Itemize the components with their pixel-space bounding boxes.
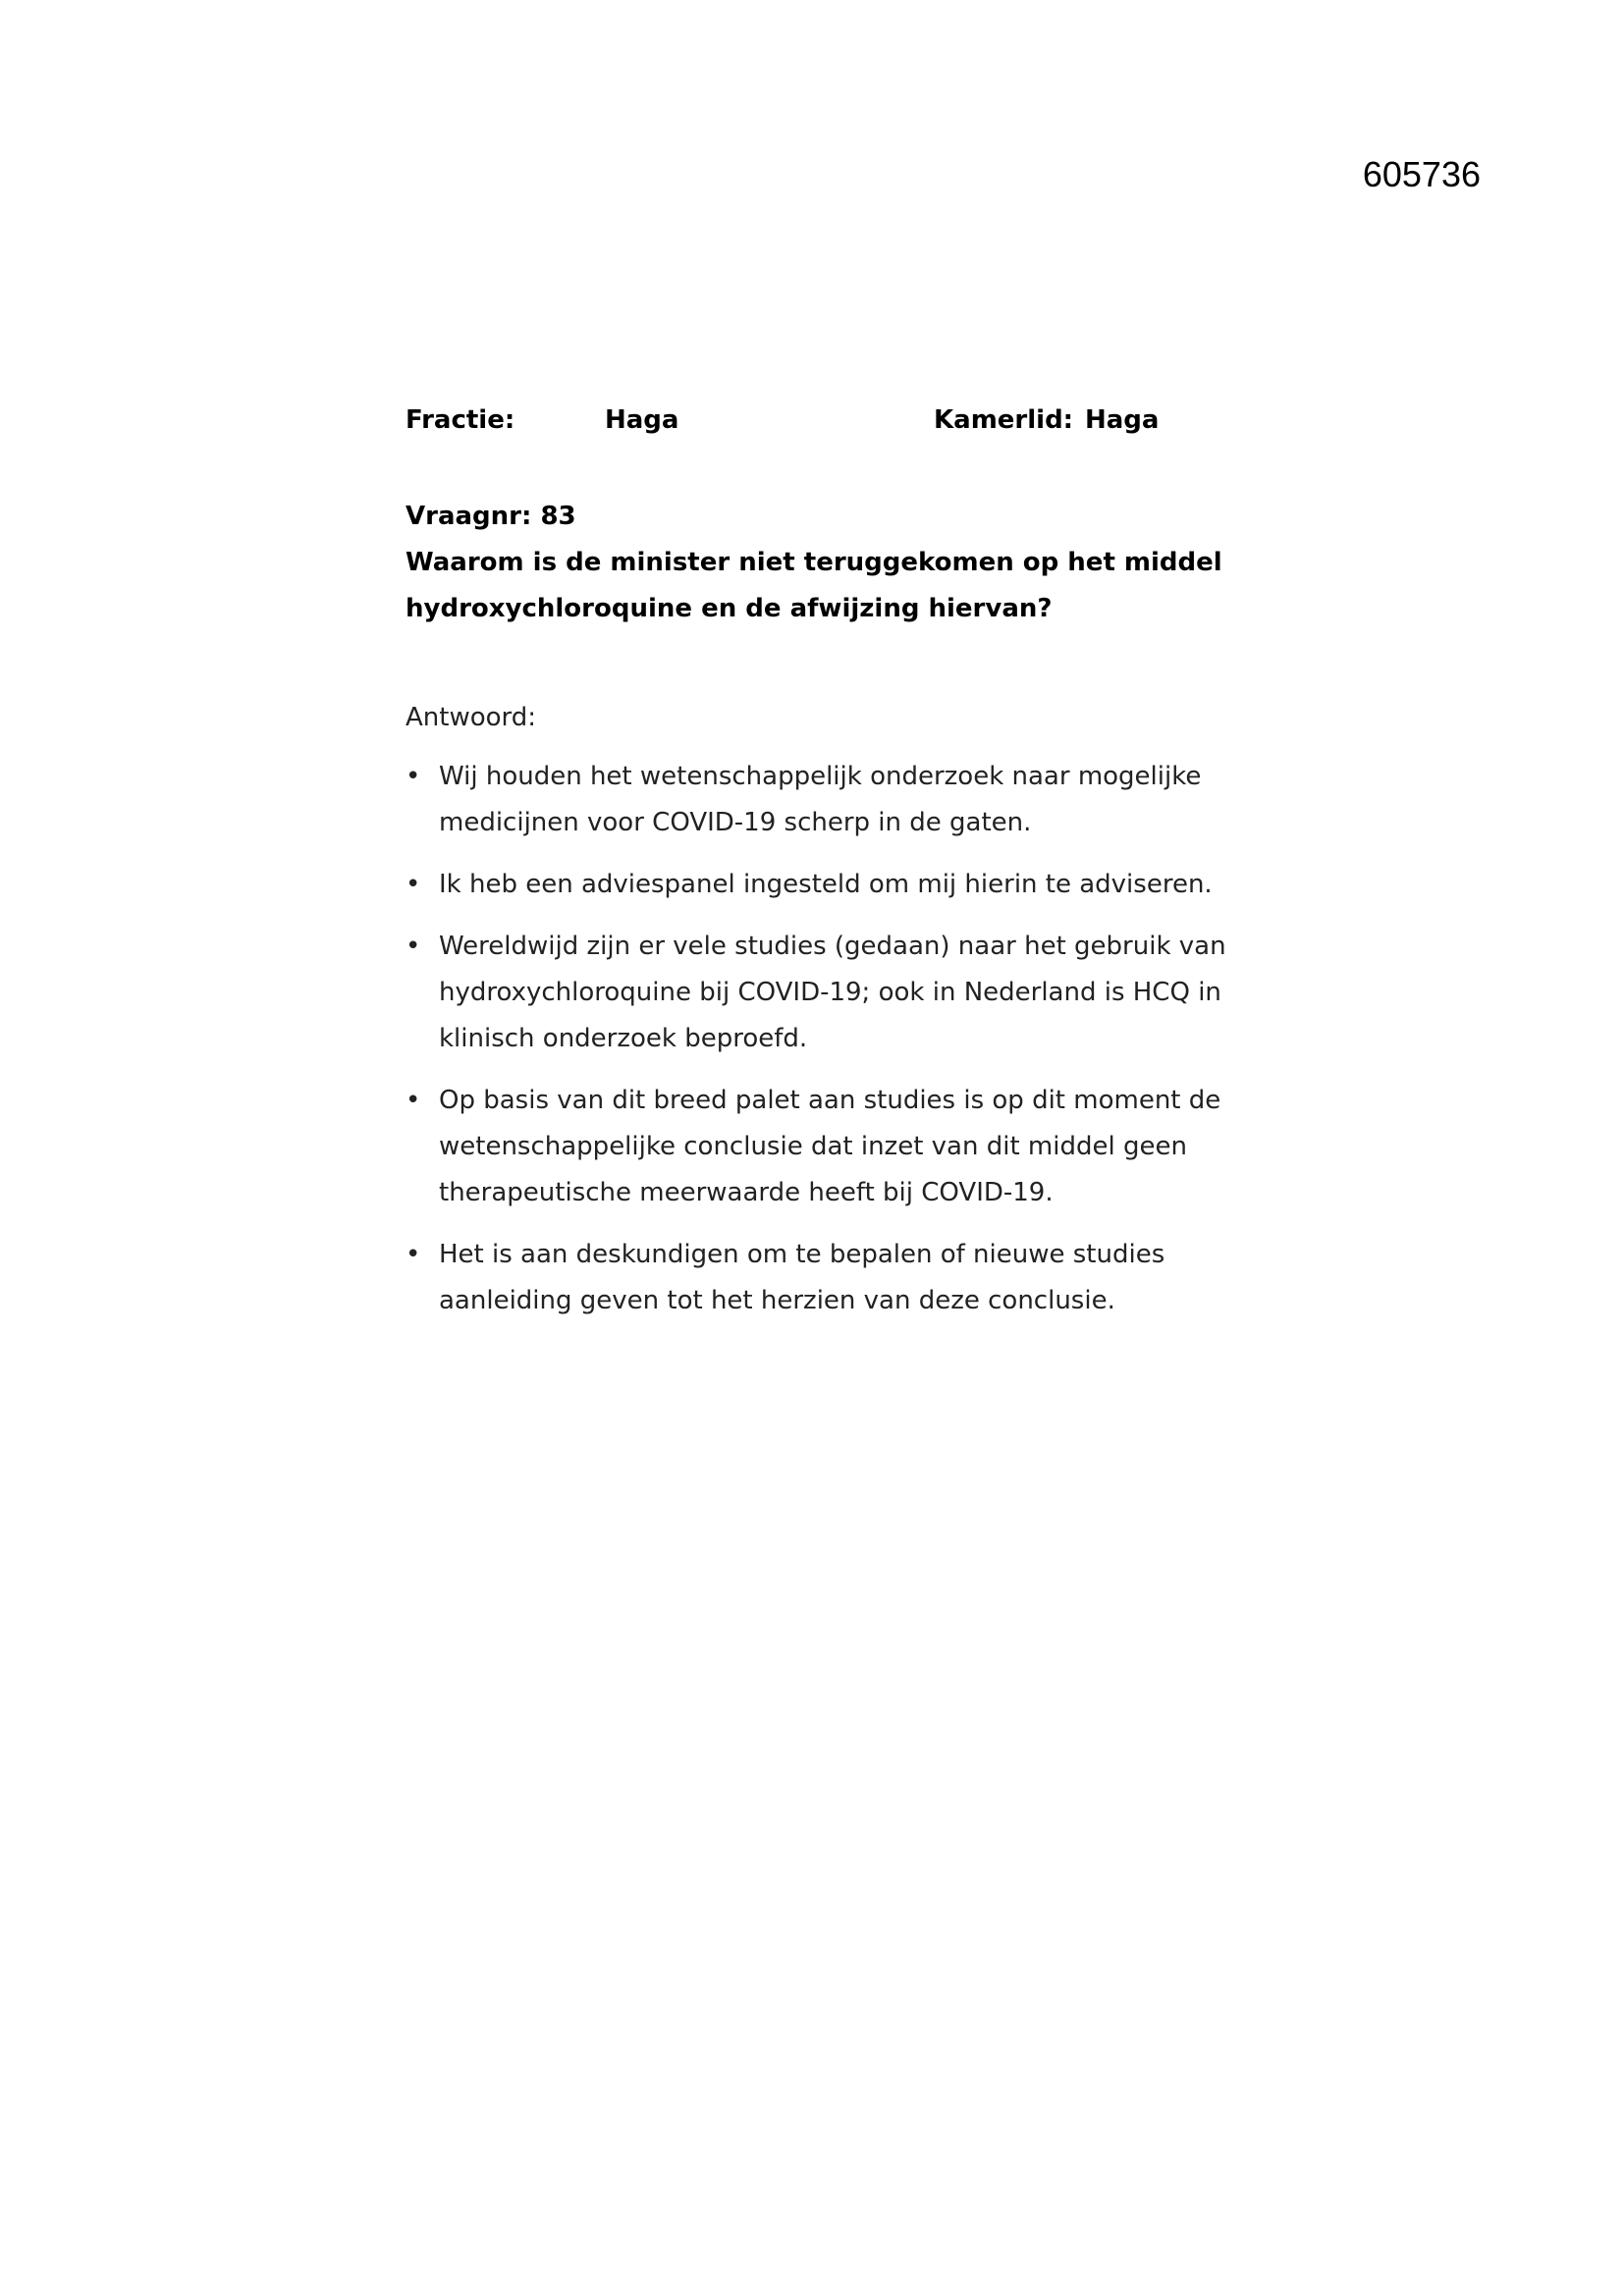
bullet-icon: •: [406, 932, 421, 961]
answer-list: [406, 754, 1270, 1340]
kamerlid-value: Haga: [1085, 405, 1160, 435]
answer-label: Antwoord:: [406, 703, 537, 732]
question-text: Waarom is de minister niet teruggekomen op het middel hydroxychloroquine en de afwijzing hiervan?: [406, 548, 1222, 623]
document-number: 605736: [1362, 154, 1481, 194]
answer-item: [406, 1232, 1270, 1324]
answer-item-text: Ik heb een adviespanel ingesteld om mij hierin te adviseren.: [439, 870, 1213, 899]
question-number-row: [406, 494, 1270, 540]
bullet-icon: •: [406, 762, 421, 791]
meta-row: [406, 400, 1250, 440]
answer-item: [406, 754, 1270, 846]
answer-item-text: Op basis van dit breed palet aan studies is op dit moment de wetenschappelijke conclusie dat inzet van dit middel geen therapeutische meerwaarde heeft bij COVID-19.: [439, 1086, 1221, 1207]
answer-item: [406, 924, 1270, 1062]
fractie-value: Haga: [605, 405, 679, 435]
bullet-icon: •: [406, 1240, 421, 1269]
answer-item-text: Het is aan deskundigen om te bepalen of nieuwe studies aanleiding geven tot het herzien van deze conclusie.: [439, 1240, 1165, 1315]
answer-item-text: Wij houden het wetenschappelijk onderzoek naar mogelijke medicijnen voor COVID-19 scherp in de gaten.: [439, 762, 1202, 837]
question-number-label: Vraagnr:: [406, 502, 532, 531]
question-number-value: 83: [540, 502, 576, 531]
answer-item: [406, 1078, 1270, 1216]
bullet-icon: •: [406, 870, 421, 899]
answer-item: [406, 862, 1270, 908]
fractie-label: Fractie:: [406, 405, 515, 435]
question-block: [406, 494, 1270, 632]
bullet-icon: •: [406, 1086, 421, 1115]
kamerlid-label: Kamerlid:: [934, 405, 1074, 435]
answer-item-text: Wereldwijd zijn er vele studies (gedaan) naar het gebruik van hydroxychloroquine bij COVID-19; ook in Nederland is HCQ in klinisch onderzoek beproefd.: [439, 932, 1226, 1053]
